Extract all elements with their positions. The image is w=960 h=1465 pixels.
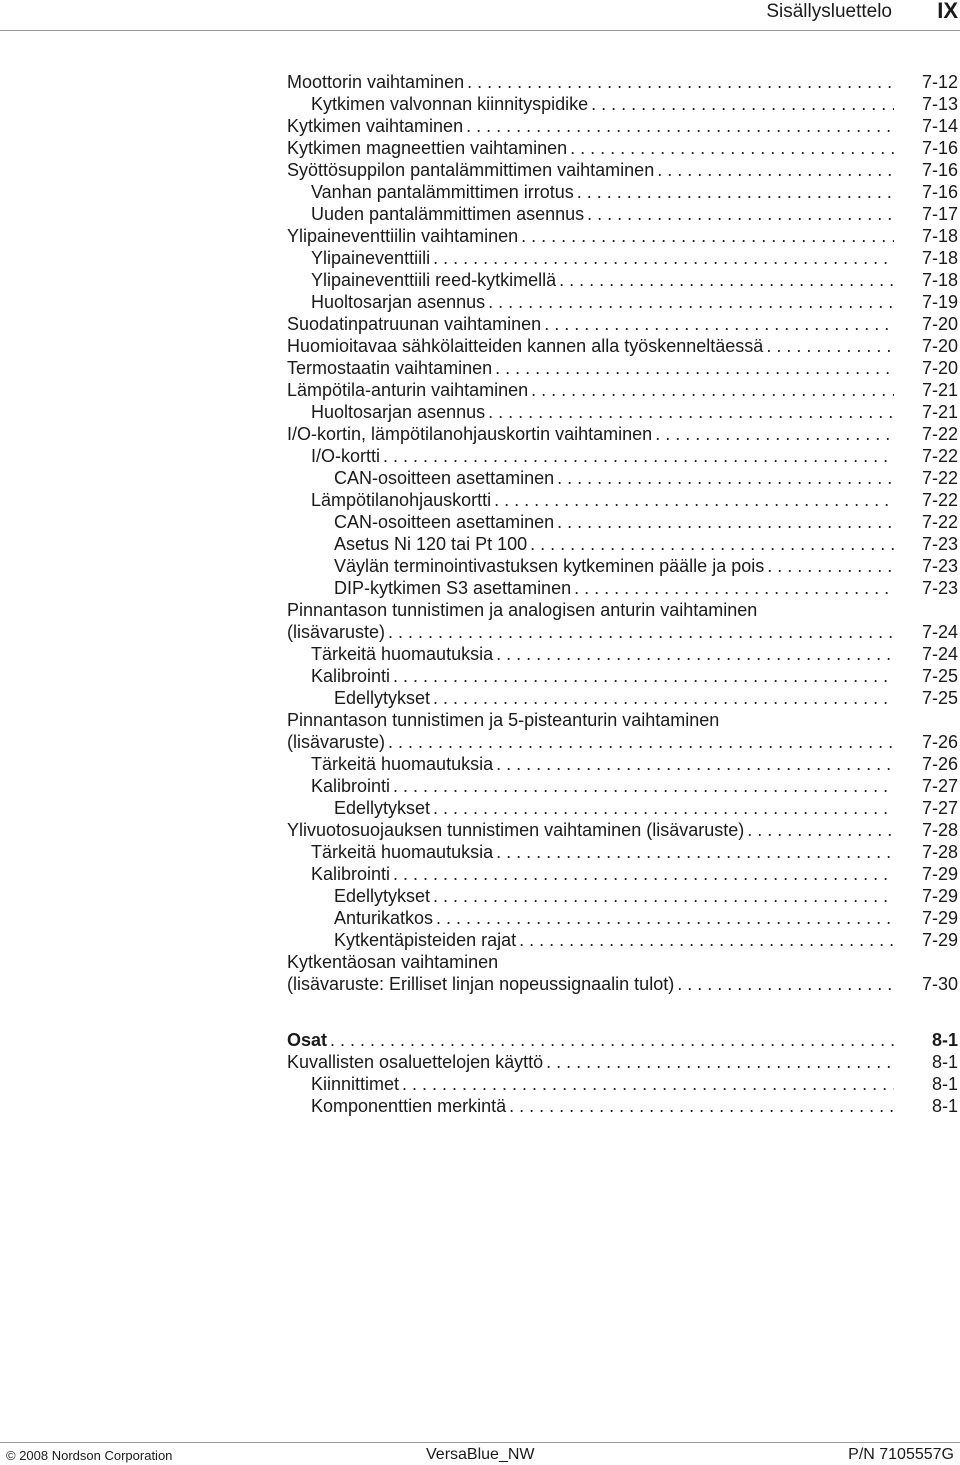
toc-entry-page: 7-23 xyxy=(921,534,958,554)
toc-entry-title: Kytkimen valvonnan kiinnityspidike xyxy=(311,94,589,114)
toc-dot-leader xyxy=(330,1029,894,1051)
toc-entry-page: 7-20 xyxy=(921,358,958,378)
toc-entry-row xyxy=(311,93,958,115)
toc-dot-leader xyxy=(488,291,894,313)
toc-entry-title: Lämpötila-anturin vaihtaminen xyxy=(287,380,529,400)
toc-entry-title: CAN-osoitteen asettaminen xyxy=(334,468,555,488)
toc-entry-title: Ylipaineventtiilin vaihtaminen xyxy=(287,226,519,246)
toc-dot-leader xyxy=(677,973,894,995)
toc-entry-title: Väylän terminointivastuksen kytkeminen päälle ja pois xyxy=(334,556,765,576)
toc-dot-leader xyxy=(766,335,894,357)
toc-entry-page: 7-23 xyxy=(921,556,958,576)
toc-entry-page: 7-29 xyxy=(921,908,958,928)
toc-entry-row xyxy=(334,907,958,929)
toc-entry-row xyxy=(334,885,958,907)
toc-entry-row xyxy=(334,577,958,599)
toc-entry[interactable] xyxy=(287,885,958,907)
toc-entry-title: Huomioitavaa sähkölaitteiden kannen alla työskenneltäessä xyxy=(287,336,764,356)
toc-dot-leader xyxy=(577,181,894,203)
toc-entry[interactable] xyxy=(287,115,958,137)
toc-entry-page: 7-13 xyxy=(921,94,958,114)
toc-entry-title: Edellytykset xyxy=(334,688,431,708)
footer-product-name: VersaBlue_NW xyxy=(426,1446,535,1463)
footer-part-number: P/N 7105557G xyxy=(848,1446,954,1463)
toc-entry[interactable] xyxy=(287,753,958,775)
toc-dot-leader xyxy=(531,379,894,401)
toc-entry[interactable] xyxy=(287,159,958,181)
toc-dot-leader xyxy=(494,489,894,511)
toc-entry-title: Osat xyxy=(287,1030,328,1050)
toc-dot-leader xyxy=(767,555,894,577)
toc-entry-title: Kalibrointi xyxy=(311,666,391,686)
toc-entry[interactable] xyxy=(287,951,958,995)
toc-dot-leader xyxy=(383,445,894,467)
toc-entry-page: 7-18 xyxy=(921,226,958,246)
toc-dot-leader xyxy=(466,115,894,137)
toc-dot-leader xyxy=(530,533,894,555)
toc-entry-title: Asetus Ni 120 tai Pt 100 xyxy=(334,534,528,554)
toc-entry-row xyxy=(287,225,958,247)
toc-entry[interactable] xyxy=(287,269,958,291)
toc-dot-leader xyxy=(557,467,894,489)
toc-entry[interactable] xyxy=(287,687,958,709)
toc-entry[interactable] xyxy=(287,929,958,951)
toc-entry-page: 7-29 xyxy=(921,930,958,950)
toc-entry-row xyxy=(311,445,958,467)
toc-entry-title: Huoltosarjan asennus xyxy=(311,292,486,312)
toc-entry-row xyxy=(287,137,958,159)
toc-entry-row xyxy=(287,973,958,995)
toc-dot-leader xyxy=(393,775,894,797)
toc-entry-row xyxy=(334,555,958,577)
toc-entry[interactable] xyxy=(287,225,958,247)
toc-entry-title-line: Kytkentäosan vaihtaminen xyxy=(287,952,499,972)
toc-entry-page: 7-20 xyxy=(921,336,958,356)
toc-entry[interactable] xyxy=(287,643,958,665)
toc-entry[interactable] xyxy=(287,71,958,93)
table-of-contents xyxy=(287,71,958,1117)
toc-dot-leader xyxy=(591,93,894,115)
toc-entry-page: 7-16 xyxy=(921,160,958,180)
toc-entry-title: (lisävaruste) xyxy=(287,732,386,752)
toc-entry[interactable] xyxy=(287,247,958,269)
toc-dot-leader xyxy=(433,247,894,269)
toc-entry-page: 7-28 xyxy=(921,842,958,862)
toc-entry-row xyxy=(311,1095,958,1117)
toc-entry[interactable] xyxy=(287,335,958,357)
toc-entry-title: Edellytykset xyxy=(334,886,431,906)
toc-entry-title: Suodatinpatruunan vaihtaminen xyxy=(287,314,542,334)
toc-dot-leader xyxy=(559,269,894,291)
toc-entry-title: Tärkeitä huomautuksia xyxy=(311,754,494,774)
toc-entry-title: I/O-kortti xyxy=(311,446,381,466)
toc-entry-row xyxy=(334,687,958,709)
toc-entry-row xyxy=(311,775,958,797)
toc-entry-row xyxy=(287,819,958,841)
toc-dot-leader xyxy=(544,313,894,335)
toc-section-gap xyxy=(287,995,958,1029)
header-divider xyxy=(0,30,960,31)
toc-entry[interactable] xyxy=(287,907,958,929)
toc-entry[interactable] xyxy=(287,1029,958,1051)
toc-entry-title-line: Pinnantason tunnistimen ja analogisen anturin vaihtaminen xyxy=(287,600,758,620)
toc-entry[interactable] xyxy=(287,423,958,445)
toc-entry-page: 7-21 xyxy=(921,380,958,400)
toc-entry-title-line: Pinnantason tunnistimen ja 5-pisteanturin vaihtaminen xyxy=(287,710,720,730)
toc-entry-row xyxy=(311,643,958,665)
toc-entry-page: 7-23 xyxy=(921,578,958,598)
toc-entry-page: 7-18 xyxy=(921,270,958,290)
toc-dot-leader xyxy=(509,1095,894,1117)
toc-entry-page: 7-27 xyxy=(921,776,958,796)
toc-entry-title: Komponenttien merkintä xyxy=(311,1096,507,1116)
toc-entry[interactable] xyxy=(287,797,958,819)
toc-entry-page: 7-30 xyxy=(921,974,958,994)
toc-entry-title: DIP-kytkimen S3 asettaminen xyxy=(334,578,572,598)
toc-entry-row xyxy=(311,269,958,291)
toc-dot-leader xyxy=(587,203,894,225)
footer-divider xyxy=(0,1442,960,1443)
toc-entry-page: 7-16 xyxy=(921,138,958,158)
toc-entry-row xyxy=(287,115,958,137)
toc-entry[interactable] xyxy=(287,313,958,335)
toc-entry-title: (lisävaruste) xyxy=(287,622,386,642)
toc-entry-title: Vanhan pantalämmittimen irrotus xyxy=(311,182,574,202)
toc-entry-row xyxy=(287,335,958,357)
toc-entry[interactable] xyxy=(287,665,958,687)
toc-dot-leader xyxy=(519,929,894,951)
toc-entry-page: 8-1 xyxy=(931,1030,958,1050)
toc-entry-row xyxy=(311,291,958,313)
toc-entry-title: Huoltosarjan asennus xyxy=(311,402,486,422)
toc-entry[interactable] xyxy=(287,357,958,379)
toc-dot-leader xyxy=(488,401,894,423)
toc-dot-leader xyxy=(546,1051,894,1073)
toc-entry-row xyxy=(334,929,958,951)
toc-entry[interactable] xyxy=(287,445,958,467)
toc-dot-leader xyxy=(393,863,894,885)
toc-entry[interactable] xyxy=(287,1095,958,1117)
toc-entry-row xyxy=(287,313,958,335)
toc-entry-title: Kalibrointi xyxy=(311,864,391,884)
toc-entry[interactable] xyxy=(287,489,958,511)
toc-entry[interactable] xyxy=(287,841,958,863)
toc-dot-leader xyxy=(747,819,894,841)
toc-entry-row xyxy=(334,511,958,533)
toc-dot-leader xyxy=(496,753,894,775)
toc-entry-page: 7-25 xyxy=(921,666,958,686)
toc-entry-page: 7-17 xyxy=(921,204,958,224)
toc-entry-title: Kiinnittimet xyxy=(311,1074,400,1094)
toc-entry-title: Kalibrointi xyxy=(311,776,391,796)
toc-entry[interactable] xyxy=(287,775,958,797)
toc-entry-page: 7-29 xyxy=(921,886,958,906)
toc-entry-title: Kytkimen vaihtaminen xyxy=(287,116,464,136)
toc-entry-row xyxy=(334,797,958,819)
toc-entry-page: 7-25 xyxy=(921,688,958,708)
toc-entry-page: 7-22 xyxy=(921,468,958,488)
toc-dot-leader xyxy=(521,225,894,247)
toc-dot-leader xyxy=(574,577,894,599)
toc-entry-page: 7-18 xyxy=(921,248,958,268)
toc-entry-title: Kytkentäpisteiden rajat xyxy=(334,930,517,950)
toc-entry-title: Edellytykset xyxy=(334,798,431,818)
toc-entry[interactable] xyxy=(287,863,958,885)
toc-entry-page: 7-14 xyxy=(921,116,958,136)
toc-entry[interactable] xyxy=(287,555,958,577)
toc-entry-page: 7-24 xyxy=(921,644,958,664)
toc-entry-page: 7-16 xyxy=(921,182,958,202)
toc-entry-row xyxy=(287,1029,958,1051)
toc-entry-title: Lämpötilanohjauskortti xyxy=(311,490,492,510)
running-header-page-number: IX xyxy=(937,0,958,23)
toc-entry-title: Ylivuotosuojauksen tunnistimen vaihtaminen (lisävaruste) xyxy=(287,820,745,840)
toc-entry-page: 7-27 xyxy=(921,798,958,818)
toc-entry[interactable] xyxy=(287,577,958,599)
toc-entry[interactable] xyxy=(287,511,958,533)
toc-entry-page: 7-22 xyxy=(921,512,958,532)
toc-entry-row xyxy=(287,159,958,181)
toc-entry-row xyxy=(311,841,958,863)
toc-entry-title: Moottorin vaihtaminen xyxy=(287,72,465,92)
toc-entry-title: Anturikatkos xyxy=(334,908,434,928)
toc-entry[interactable] xyxy=(287,709,958,753)
toc-dot-leader xyxy=(657,159,894,181)
toc-entry[interactable] xyxy=(287,533,958,555)
toc-dot-leader xyxy=(433,797,894,819)
toc-entry-row xyxy=(287,423,958,445)
toc-entry-row xyxy=(287,621,958,643)
toc-entry-title: Tärkeitä huomautuksia xyxy=(311,842,494,862)
toc-entry[interactable] xyxy=(287,291,958,313)
footer-copyright: © 2008 Nordson Corporation xyxy=(6,1448,173,1463)
toc-entry[interactable] xyxy=(287,599,958,643)
toc-entry-page: 7-28 xyxy=(921,820,958,840)
toc-entry-row xyxy=(311,181,958,203)
toc-entry-row xyxy=(287,379,958,401)
toc-entry-page: 7-12 xyxy=(921,72,958,92)
toc-entry[interactable] xyxy=(287,401,958,423)
toc-dot-leader xyxy=(557,511,894,533)
toc-entry-row xyxy=(287,731,958,753)
toc-entry-title: (lisävaruste: Erilliset linjan nopeussignaalin tulot) xyxy=(287,974,675,994)
toc-dot-leader xyxy=(496,643,894,665)
toc-entry-page: 7-19 xyxy=(921,292,958,312)
toc-entry-title: Termostaatin vaihtaminen xyxy=(287,358,493,378)
toc-entry[interactable] xyxy=(287,1073,958,1095)
toc-entry-row xyxy=(287,1051,958,1073)
toc-entry[interactable] xyxy=(287,137,958,159)
toc-entry-title: Kuvallisten osaluettelojen käyttö xyxy=(287,1052,544,1072)
toc-dot-leader xyxy=(388,621,894,643)
toc-entry-row xyxy=(311,753,958,775)
toc-entry-title: Syöttösuppilon pantalämmittimen vaihtaminen xyxy=(287,160,655,180)
toc-entry-row xyxy=(311,1073,958,1095)
toc-entry-row xyxy=(311,203,958,225)
toc-entry[interactable] xyxy=(287,1051,958,1073)
toc-entry-row xyxy=(311,489,958,511)
toc-entry[interactable] xyxy=(287,181,958,203)
toc-dot-leader xyxy=(495,357,894,379)
toc-entry-page: 7-24 xyxy=(921,622,958,642)
toc-entry-row xyxy=(287,71,958,93)
toc-entry-row xyxy=(311,247,958,269)
toc-entry-page: 8-1 xyxy=(931,1074,958,1094)
toc-entry-title: Kytkimen magneettien vaihtaminen xyxy=(287,138,568,158)
toc-entry-title: Ylipaineventtiili xyxy=(311,248,431,268)
toc-dot-leader xyxy=(433,687,894,709)
toc-entry-page: 7-22 xyxy=(921,446,958,466)
toc-entry[interactable] xyxy=(287,819,958,841)
running-header-title: Sisällysluettelo xyxy=(766,1,892,22)
toc-dot-leader xyxy=(496,841,894,863)
toc-entry-page: 8-1 xyxy=(931,1052,958,1072)
toc-entry-page: 7-21 xyxy=(921,402,958,422)
toc-entry-page: 7-26 xyxy=(921,754,958,774)
toc-dot-leader xyxy=(570,137,894,159)
toc-entry[interactable] xyxy=(287,93,958,115)
toc-entry[interactable] xyxy=(287,379,958,401)
toc-dot-leader xyxy=(467,71,894,93)
toc-entry-page: 8-1 xyxy=(931,1096,958,1116)
toc-entry-row xyxy=(334,533,958,555)
toc-entry-title: Ylipaineventtiili reed-kytkimellä xyxy=(311,270,557,290)
toc-entry-page: 7-22 xyxy=(921,490,958,510)
toc-entry-page: 7-29 xyxy=(921,864,958,884)
toc-dot-leader xyxy=(655,423,894,445)
toc-dot-leader xyxy=(388,731,894,753)
toc-entry-page: 7-26 xyxy=(921,732,958,752)
toc-entry-title: Uuden pantalämmittimen asennus xyxy=(311,204,585,224)
toc-dot-leader xyxy=(436,907,894,929)
toc-dot-leader xyxy=(433,885,894,907)
toc-entry[interactable] xyxy=(287,203,958,225)
toc-entry-row xyxy=(311,665,958,687)
toc-dot-leader xyxy=(402,1073,894,1095)
toc-entry-page: 7-20 xyxy=(921,314,958,334)
toc-entry-row xyxy=(287,357,958,379)
toc-entry[interactable] xyxy=(287,467,958,489)
toc-entry-title: Tärkeitä huomautuksia xyxy=(311,644,494,664)
toc-entry-title: I/O-kortin, lämpötilanohjauskortin vaihtaminen xyxy=(287,424,653,444)
toc-entry-row xyxy=(311,401,958,423)
toc-entry-title: CAN-osoitteen asettaminen xyxy=(334,512,555,532)
toc-entry-page: 7-22 xyxy=(921,424,958,444)
toc-dot-leader xyxy=(393,665,894,687)
toc-entry-row xyxy=(334,467,958,489)
toc-entry-row xyxy=(311,863,958,885)
